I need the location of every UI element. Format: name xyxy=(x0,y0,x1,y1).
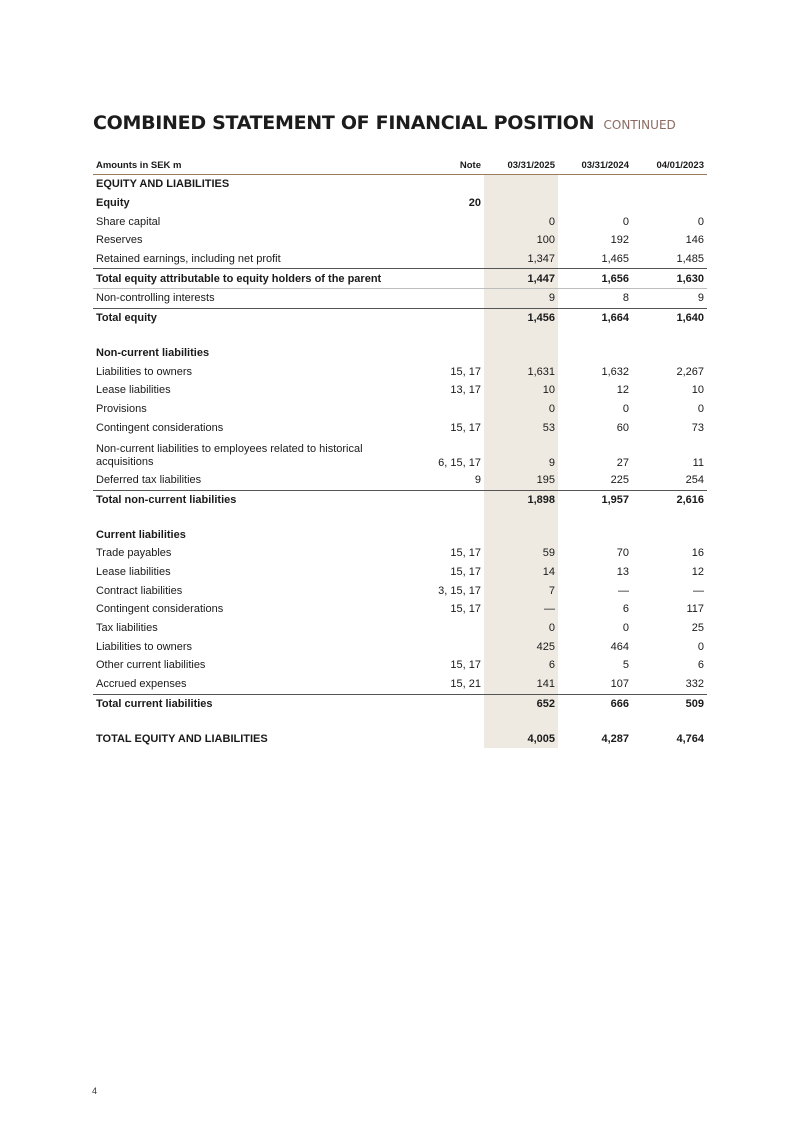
value-2025: 1,447 xyxy=(484,269,558,289)
table-row xyxy=(93,418,707,437)
value-2024: 1,632 xyxy=(601,365,629,378)
value-2023: 73 xyxy=(691,421,704,434)
row-label: Non-controlling interests xyxy=(93,289,418,309)
row-note: 15, 17 xyxy=(450,547,481,560)
value-2025: 1,898 xyxy=(484,490,558,509)
header-2024: 03/31/2024 xyxy=(558,156,632,175)
table-row xyxy=(93,544,707,563)
value-2025: 141 xyxy=(484,675,558,694)
table-row xyxy=(93,525,707,544)
row-label: Reserves xyxy=(96,234,143,247)
value-2024: 464 xyxy=(610,640,629,653)
title-suffix: CONTINUED xyxy=(603,118,676,132)
financial-position-table xyxy=(93,156,707,748)
row-note: 15, 21 xyxy=(418,675,484,694)
row-note xyxy=(418,490,484,509)
value-2024 xyxy=(558,194,632,213)
value-2025 xyxy=(484,525,558,544)
row-label: Accrued expenses xyxy=(93,675,418,694)
value-2023: 10 xyxy=(691,384,704,397)
value-2023: 1,630 xyxy=(632,269,707,289)
value-2024: 12 xyxy=(616,384,629,397)
row-label: Contingent considerations xyxy=(96,603,224,616)
row-label: Total equity xyxy=(96,312,157,325)
value-2024: 6 xyxy=(622,603,629,616)
row-label: Total equity attributable to equity holders of the parent xyxy=(93,269,418,289)
row-label: Deferred tax liabilities xyxy=(93,471,418,490)
value-2025: — xyxy=(484,600,558,619)
value-2025 xyxy=(484,194,558,213)
row-note xyxy=(418,509,484,525)
financial-position-table-container xyxy=(93,156,707,748)
value-2024: 107 xyxy=(558,675,632,694)
row-label: Total current liabilities xyxy=(96,697,213,710)
value-2024: 225 xyxy=(558,471,632,490)
row-note: 15, 17 xyxy=(450,365,481,378)
table-row xyxy=(93,381,707,400)
row-note xyxy=(418,250,484,269)
table-body xyxy=(93,175,707,748)
table-row xyxy=(93,269,707,289)
value-2025: 425 xyxy=(484,637,558,656)
value-2025 xyxy=(484,713,558,729)
value-2024 xyxy=(558,509,632,525)
title-text: COMBINED STATEMENT OF FINANCIAL POSITION xyxy=(93,112,595,134)
value-2024: 27 xyxy=(616,456,629,469)
row-note: 6, 15, 17 xyxy=(438,456,481,469)
table-row xyxy=(93,600,707,619)
value-2024: 1,664 xyxy=(601,312,629,325)
row-label: Tax liabilities xyxy=(96,622,158,635)
row-label: Retained earnings, including net profit xyxy=(93,250,418,269)
value-2024: 0 xyxy=(622,215,629,228)
value-2024: 4,287 xyxy=(601,732,629,745)
value-2025: 6 xyxy=(484,656,558,675)
row-label: Liabilities to owners xyxy=(96,365,192,378)
row-note xyxy=(418,619,484,638)
header-2025: 03/31/2025 xyxy=(484,156,558,175)
value-2024: 192 xyxy=(610,234,629,247)
row-note xyxy=(418,344,484,363)
row-note xyxy=(418,269,484,289)
value-2023: 6 xyxy=(697,659,704,672)
row-note xyxy=(418,289,484,309)
page-number: 4 xyxy=(92,1086,98,1096)
page-title xyxy=(93,112,676,134)
row-label xyxy=(93,509,418,525)
row-label: Trade payables xyxy=(96,547,172,560)
row-note xyxy=(418,637,484,656)
value-2024: 8 xyxy=(558,289,632,309)
row-note: 15, 17 xyxy=(450,421,481,434)
row-label: Contingent considerations xyxy=(96,421,224,434)
table-row xyxy=(93,694,707,713)
header-2023: 04/01/2023 xyxy=(632,156,707,175)
value-2024: 13 xyxy=(616,566,629,579)
row-label: Total non-current liabilities xyxy=(96,493,237,506)
value-2023: 0 xyxy=(697,402,704,415)
value-2025 xyxy=(484,175,558,194)
row-note: 15, 17 xyxy=(450,659,481,672)
value-2025: 59 xyxy=(484,544,558,563)
table-row xyxy=(93,619,707,638)
row-note: 13, 17 xyxy=(450,384,481,397)
table-row xyxy=(93,194,707,213)
value-2023: 2,616 xyxy=(676,493,704,506)
value-2024: 0 xyxy=(622,622,629,635)
table-row xyxy=(93,328,707,344)
value-2025: 9 xyxy=(484,289,558,309)
value-2023: 25 xyxy=(691,622,704,635)
value-2023: 0 xyxy=(697,215,704,228)
table-row xyxy=(93,656,707,675)
value-2025: 652 xyxy=(484,694,558,713)
table-row xyxy=(93,400,707,419)
row-label: Share capital xyxy=(96,215,161,228)
value-2025 xyxy=(484,509,558,525)
value-2025: 9 xyxy=(484,437,558,471)
value-2023: 1,485 xyxy=(632,250,707,269)
value-2024 xyxy=(558,525,632,544)
row-label: Non-current liabilities to employees related to historical acquisitions xyxy=(96,442,363,468)
table-row xyxy=(93,509,707,525)
value-2023: 4,764 xyxy=(676,732,704,745)
value-2024: 1,465 xyxy=(558,250,632,269)
value-2024: 60 xyxy=(616,421,629,434)
row-label xyxy=(93,328,418,344)
header-row xyxy=(93,156,707,175)
value-2023: 11 xyxy=(692,456,704,469)
value-2025: 4,005 xyxy=(484,729,558,748)
row-note: 9 xyxy=(418,471,484,490)
value-2023: 2,267 xyxy=(676,365,704,378)
table-row xyxy=(93,563,707,582)
row-label: EQUITY AND LIABILITIES xyxy=(96,178,230,191)
value-2023: 509 xyxy=(685,697,704,710)
value-2023: 254 xyxy=(632,471,707,490)
table-row xyxy=(93,713,707,729)
value-2025: 7 xyxy=(484,581,558,600)
row-note xyxy=(418,308,484,327)
value-2025 xyxy=(484,344,558,363)
row-note xyxy=(418,694,484,713)
value-2025: 0 xyxy=(484,400,558,419)
table-row xyxy=(93,490,707,509)
row-note xyxy=(418,400,484,419)
row-label: TOTAL EQUITY AND LIABILITIES xyxy=(96,732,268,745)
value-2023: 12 xyxy=(691,566,704,579)
value-2025: 0 xyxy=(484,212,558,231)
row-label: Liabilities to owners xyxy=(96,640,192,653)
value-2025 xyxy=(484,328,558,344)
table-row xyxy=(93,289,707,309)
row-note xyxy=(418,729,484,748)
table-row xyxy=(93,675,707,694)
value-2023: 332 xyxy=(632,675,707,694)
value-2023: 1,640 xyxy=(676,312,704,325)
row-note xyxy=(418,328,484,344)
value-2023 xyxy=(632,194,707,213)
row-note: 20 xyxy=(468,197,481,210)
header-amounts: Amounts in SEK m xyxy=(93,156,418,175)
value-2023: 16 xyxy=(691,547,704,560)
row-note: 15, 17 xyxy=(450,566,481,579)
value-2025: 53 xyxy=(484,418,558,437)
table-row xyxy=(93,471,707,490)
value-2024: 70 xyxy=(616,547,629,560)
table-row xyxy=(93,250,707,269)
table-row xyxy=(93,231,707,250)
table-row xyxy=(93,729,707,748)
row-label: Non-current liabilities xyxy=(96,346,210,359)
table-row xyxy=(93,581,707,600)
value-2023: 0 xyxy=(697,640,704,653)
value-2023 xyxy=(632,328,707,344)
value-2023: — xyxy=(693,584,704,597)
value-2023: 9 xyxy=(632,289,707,309)
value-2023 xyxy=(632,713,707,729)
value-2024: 0 xyxy=(622,402,629,415)
row-note xyxy=(418,713,484,729)
row-note: 15, 17 xyxy=(450,603,481,616)
row-label: Lease liabilities xyxy=(96,384,171,397)
value-2025: 1,631 xyxy=(484,362,558,381)
table-row xyxy=(93,437,707,471)
value-2024 xyxy=(558,344,632,363)
row-label: Lease liabilities xyxy=(96,566,171,579)
value-2023 xyxy=(632,525,707,544)
value-2024 xyxy=(558,713,632,729)
table-row xyxy=(93,175,707,194)
table-row xyxy=(93,362,707,381)
table-header xyxy=(93,156,707,175)
header-note: Note xyxy=(418,156,484,175)
value-2025: 1,347 xyxy=(484,250,558,269)
value-2024 xyxy=(558,175,632,194)
row-label: Provisions xyxy=(96,402,147,415)
value-2023 xyxy=(632,344,707,363)
table-row xyxy=(93,308,707,327)
row-note xyxy=(418,175,484,194)
value-2023: 146 xyxy=(685,234,704,247)
value-2024: 666 xyxy=(610,697,629,710)
value-2023: 117 xyxy=(686,603,704,616)
value-2025: 100 xyxy=(484,231,558,250)
row-label: Contract liabilities xyxy=(96,584,183,597)
value-2025: 10 xyxy=(484,381,558,400)
row-note: 3, 15, 17 xyxy=(438,584,481,597)
value-2024: — xyxy=(618,584,629,597)
row-label: Equity xyxy=(96,197,130,210)
value-2025: 195 xyxy=(484,471,558,490)
row-note xyxy=(418,212,484,231)
row-label: Current liabilities xyxy=(96,528,186,541)
value-2023 xyxy=(632,175,707,194)
value-2024: 5 xyxy=(622,659,629,672)
row-note xyxy=(418,525,484,544)
table-row xyxy=(93,637,707,656)
value-2025: 14 xyxy=(484,563,558,582)
row-label xyxy=(93,713,418,729)
value-2024: 1,957 xyxy=(601,493,629,506)
value-2025: 1,456 xyxy=(484,308,558,327)
value-2025: 0 xyxy=(484,619,558,638)
value-2023 xyxy=(632,509,707,525)
value-2024: 1,656 xyxy=(558,269,632,289)
table-row xyxy=(93,212,707,231)
row-note xyxy=(418,231,484,250)
table-row xyxy=(93,344,707,363)
row-label: Other current liabilities xyxy=(96,659,206,672)
value-2024 xyxy=(558,328,632,344)
